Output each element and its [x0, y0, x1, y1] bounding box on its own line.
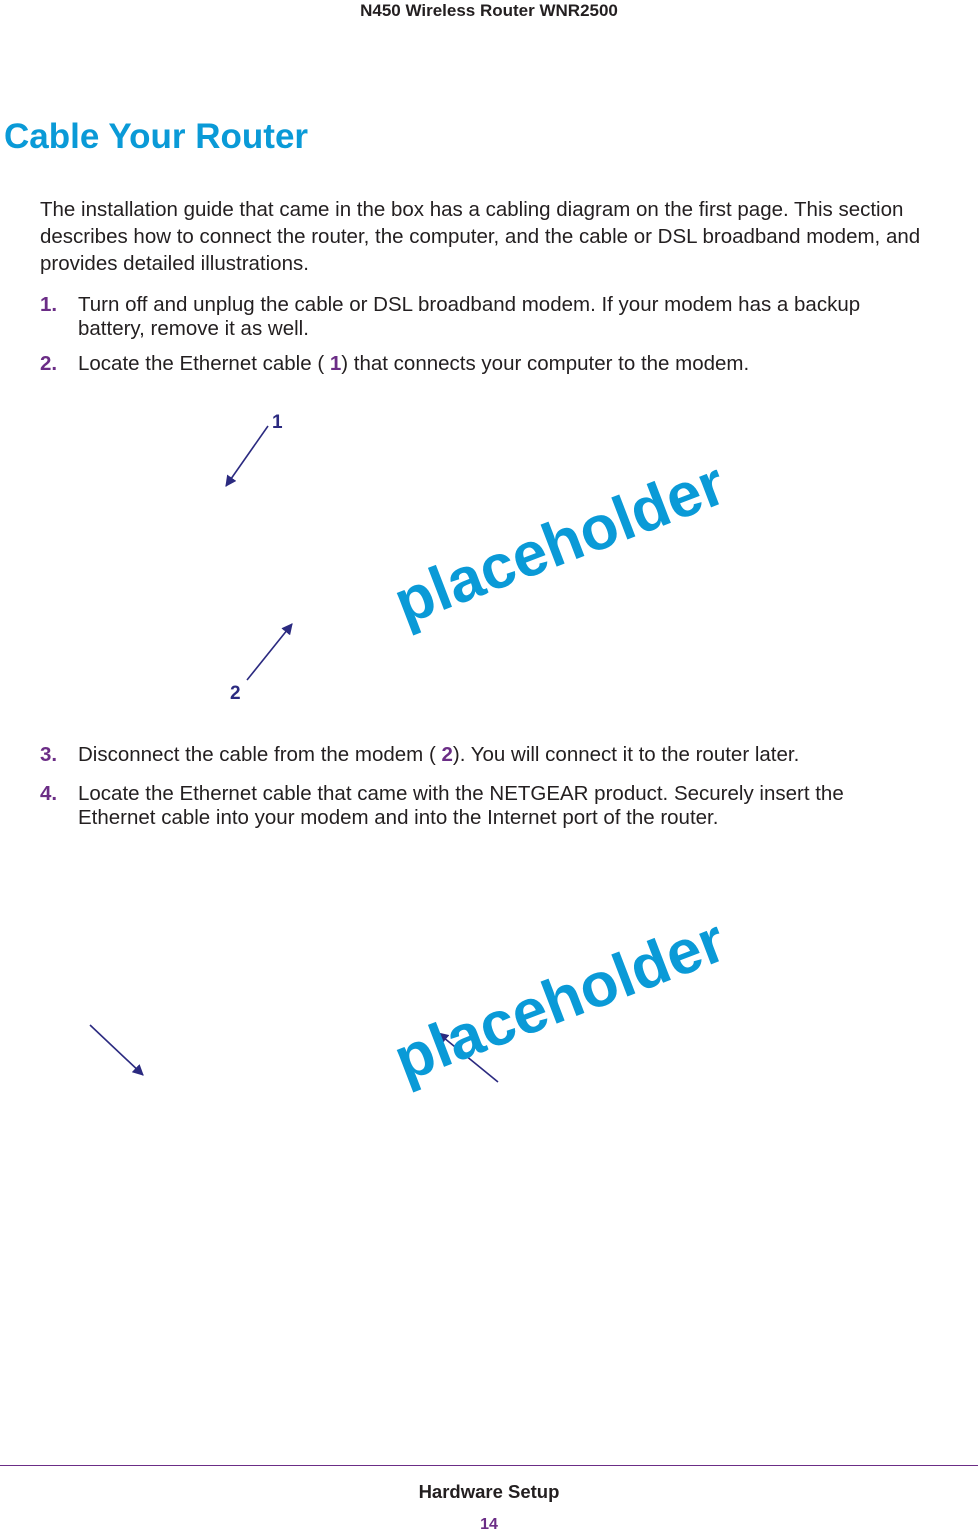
callout-1-label: 1 — [272, 412, 283, 433]
footer-divider — [0, 1465, 978, 1466]
footer-section-name: Hardware Setup — [418, 1481, 560, 1502]
step-text-line: Ethernet cable into your modem and into the Internet port of the router. — [78, 806, 719, 829]
step-text — [78, 352, 975, 376]
figure-cabling-2 — [0, 905, 978, 1130]
intro-paragraph: The installation guide that came in the box has a cabling diagram on the first page. This section describes how to connect the router, the computer, and the cable or DSL broadband modem, and provides detailed illustrations. — [40, 198, 921, 275]
callout-arrow-left — [90, 1025, 143, 1075]
running-header: N450 Wireless Router WNR2500 — [360, 1, 618, 20]
step-1 — [40, 293, 975, 341]
callout-reference: 1 — [329, 352, 342, 375]
figure-cabling-1 — [0, 400, 978, 720]
step-number: 2. — [40, 352, 58, 375]
step-number: 4. — [40, 782, 58, 805]
callout-reference: 2 — [441, 743, 453, 766]
step-text — [78, 782, 975, 830]
callout-2-arrow — [247, 624, 292, 680]
step-text-after: ) that connects your computer to the modem. — [341, 352, 750, 375]
footer-page-number: 14 — [480, 1516, 498, 1533]
step-2 — [40, 352, 975, 376]
image-placeholder-text: placeholder — [384, 448, 735, 639]
step-number: 1. — [40, 293, 58, 316]
image-placeholder-text: placeholder — [384, 905, 735, 1096]
step-text-before: Disconnect the cable from the modem ( — [78, 743, 442, 766]
step-4 — [40, 782, 975, 830]
step-text-line: Turn off and unplug the cable or DSL broadband modem. If your modem has a backup — [78, 293, 861, 316]
step-text-before: Locate the Ethernet cable ( — [78, 352, 330, 375]
step-text — [78, 293, 975, 341]
page-title: Cable Your Router — [4, 117, 309, 156]
step-3 — [40, 743, 975, 767]
callout-2-label: 2 — [230, 683, 241, 704]
callout-1-arrow — [226, 426, 268, 486]
step-text-line: battery, remove it as well. — [78, 317, 309, 340]
step-text-after: ). You will connect it to the router later. — [452, 743, 800, 766]
step-number: 3. — [40, 743, 58, 766]
step-text-line: Locate the Ethernet cable that came with the NETGEAR product. Securely insert the — [78, 782, 844, 805]
step-text — [78, 743, 975, 767]
